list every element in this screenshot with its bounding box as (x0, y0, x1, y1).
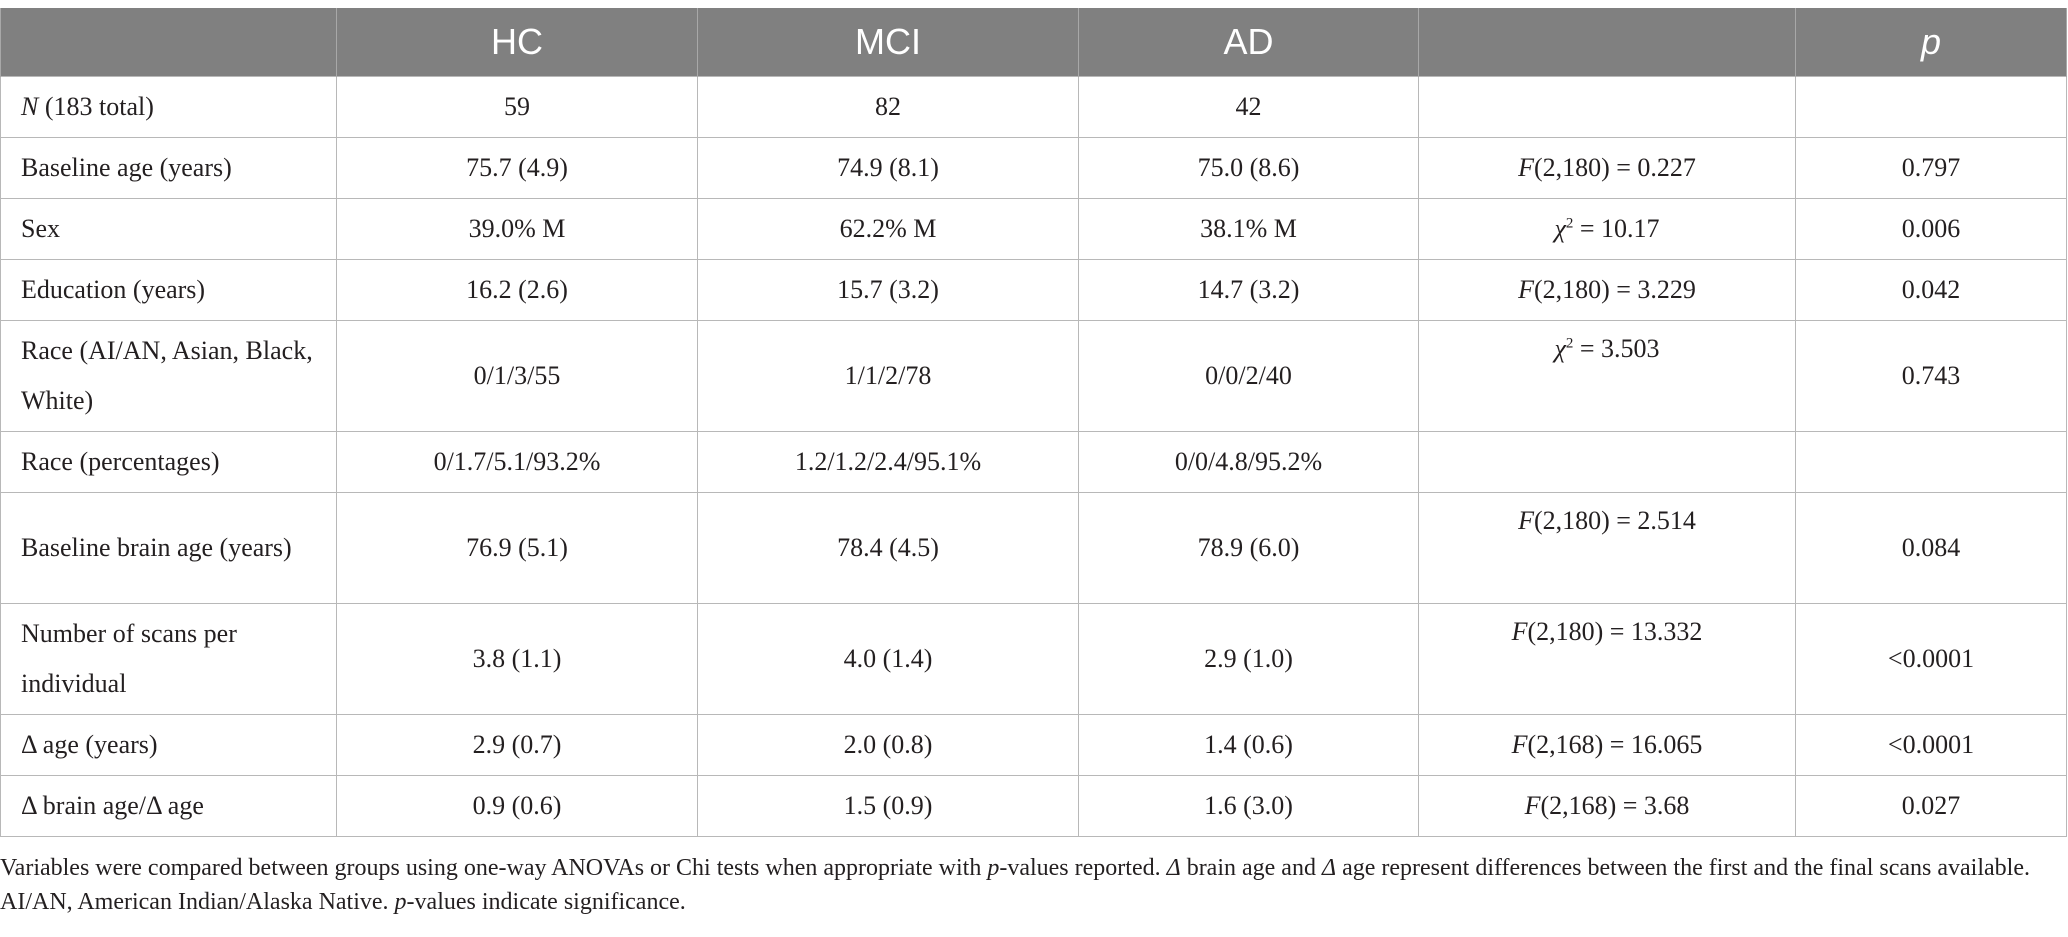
cell-p (1796, 432, 2067, 493)
cell-hc: 3.8 (1.1) (337, 604, 698, 715)
stat-function: F (1511, 730, 1528, 759)
row-label: Sex (1, 199, 337, 260)
row-label: Δ age (years) (1, 715, 337, 776)
header-cell-hc: HC (337, 8, 698, 77)
row-label: Number of scans per individual (1, 604, 337, 715)
cell-hc: 2.9 (0.7) (337, 715, 698, 776)
cell-ad: 1.6 (3.0) (1079, 776, 1419, 837)
table-row (1, 432, 2067, 493)
row-label-italic: N (21, 92, 39, 121)
stat-superscript: 2 (1565, 335, 1574, 352)
table-row (1, 493, 2067, 604)
stat-function: F (1511, 617, 1528, 646)
stat-value: = 3.503 (1573, 334, 1660, 363)
row-label: Race (percentages) (1, 432, 337, 493)
row-label: Education (years) (1, 260, 337, 321)
row-label: Baseline brain age (years) (1, 493, 337, 604)
cell-hc: 0.9 (0.6) (337, 776, 698, 837)
stat-value: (2,168) = 3.68 (1540, 791, 1690, 820)
cell-mci: 1/1/2/78 (698, 321, 1079, 432)
row-label (1, 77, 337, 138)
stat-function: F (1518, 275, 1534, 304)
header-cell-ad: AD (1079, 8, 1419, 77)
header-cell-statistic (1419, 8, 1796, 77)
cell-statistic (1419, 776, 1796, 837)
cell-statistic (1419, 432, 1796, 493)
stat-value: (2,180) = 13.332 (1527, 617, 1703, 646)
footnote-text: -values indicate significance. (406, 889, 686, 915)
cell-statistic (1419, 604, 1796, 715)
cell-mci: 1.5 (0.9) (698, 776, 1079, 837)
footnote-text: brain age and (1180, 855, 1322, 881)
stat-superscript: 2 (1565, 215, 1574, 232)
cell-p: 0.042 (1796, 260, 2067, 321)
table-row (1, 321, 2067, 432)
stat-value: (2,180) = 0.227 (1533, 153, 1696, 182)
cell-mci: 62.2% M (698, 199, 1079, 260)
cell-p: 0.743 (1796, 321, 2067, 432)
cell-p: 0.027 (1796, 776, 2067, 837)
header-cell-p: p (1796, 8, 2067, 77)
table-row (1, 260, 2067, 321)
row-label: Δ brain age/Δ age (1, 776, 337, 837)
cell-ad: 14.7 (3.2) (1079, 260, 1419, 321)
table-header-row (1, 8, 2067, 77)
row-label: Race (AI/AN, Asian, Black, White) (1, 321, 337, 432)
footnote-delta-italic: Δ (1166, 855, 1181, 881)
cell-ad: 2.9 (1.0) (1079, 604, 1419, 715)
cell-hc: 75.7 (4.9) (337, 138, 698, 199)
footnote-p-italic: p (394, 889, 407, 915)
stat-value: (2,180) = 3.229 (1533, 275, 1696, 304)
stat-value: = 10.17 (1573, 214, 1660, 243)
cell-hc: 76.9 (5.1) (337, 493, 698, 604)
cell-statistic (1419, 260, 1796, 321)
footnote-delta-italic: Δ (1321, 855, 1337, 881)
footnote-text: Variables were compared between groups using one-way ANOVAs or Chi tests when appropriate with (0, 855, 988, 881)
cell-statistic (1419, 321, 1796, 432)
cell-mci: 4.0 (1.4) (698, 604, 1079, 715)
stat-function: F (1518, 153, 1534, 182)
cell-statistic (1419, 493, 1796, 604)
cell-ad: 0/0/2/40 (1079, 321, 1419, 432)
cell-p: 0.006 (1796, 199, 2067, 260)
cell-statistic (1419, 138, 1796, 199)
cell-ad: 1.4 (0.6) (1079, 715, 1419, 776)
header-cell-empty (1, 8, 337, 77)
table-row (1, 776, 2067, 837)
table-row (1, 77, 2067, 138)
cell-statistic (1419, 199, 1796, 260)
table-row (1, 199, 2067, 260)
cell-hc: 59 (337, 77, 698, 138)
cell-mci: 82 (698, 77, 1079, 138)
footnote-text: age represent differences between the first and the final scans available. AI/AN, American Indian/Alaska Native. (0, 855, 2030, 915)
cell-mci: 1.2/1.2/2.4/95.1% (698, 432, 1079, 493)
cell-statistic (1419, 77, 1796, 138)
cell-p (1796, 77, 2067, 138)
cell-hc: 39.0% M (337, 199, 698, 260)
stat-chi: χ (1554, 214, 1566, 243)
cell-mci: 78.4 (4.5) (698, 493, 1079, 604)
table-row (1, 715, 2067, 776)
cell-hc: 0/1.7/5.1/93.2% (337, 432, 698, 493)
table-row (1, 604, 2067, 715)
table-row (1, 138, 2067, 199)
cell-mci: 15.7 (3.2) (698, 260, 1079, 321)
cell-ad: 42 (1079, 77, 1419, 138)
footnote-text: -values reported. (999, 855, 1167, 881)
cell-hc: 16.2 (2.6) (337, 260, 698, 321)
cell-p: 0.797 (1796, 138, 2067, 199)
demographics-table-container (0, 8, 2068, 837)
demographics-table (0, 8, 2067, 837)
cell-mci: 2.0 (0.8) (698, 715, 1079, 776)
row-label-rest: (183 total) (38, 92, 154, 121)
cell-hc: 0/1/3/55 (337, 321, 698, 432)
cell-statistic (1419, 715, 1796, 776)
stat-value: (2,180) = 2.514 (1533, 506, 1696, 535)
stat-function: F (1524, 791, 1541, 820)
stat-value: (2,168) = 16.065 (1527, 730, 1703, 759)
cell-ad: 78.9 (6.0) (1079, 493, 1419, 604)
footnote-p-italic: p (987, 855, 1000, 881)
cell-ad: 0/0/4.8/95.2% (1079, 432, 1419, 493)
table-footnote (0, 851, 2060, 919)
cell-p: <0.0001 (1796, 604, 2067, 715)
cell-p: 0.084 (1796, 493, 2067, 604)
stat-chi: χ (1554, 334, 1566, 363)
row-label: Baseline age (years) (1, 138, 337, 199)
cell-p: <0.0001 (1796, 715, 2067, 776)
header-cell-mci: MCI (698, 8, 1079, 77)
stat-function: F (1518, 506, 1534, 535)
cell-ad: 38.1% M (1079, 199, 1419, 260)
cell-ad: 75.0 (8.6) (1079, 138, 1419, 199)
cell-mci: 74.9 (8.1) (698, 138, 1079, 199)
